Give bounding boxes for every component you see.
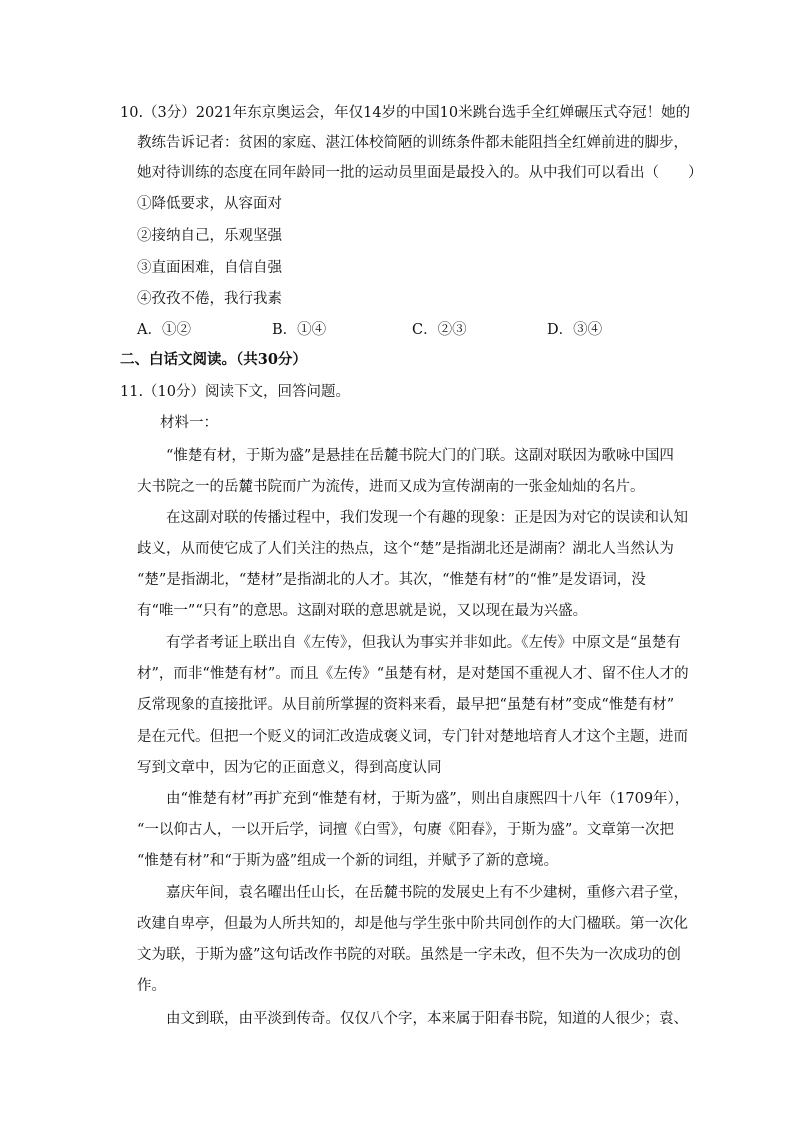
passage-line: 在这副对联的传播过程中，我们发现一个有趣的现象：正是因为对它的误读和认知 <box>166 510 688 526</box>
passage-line: 由“惟楚有材”再扩充到“惟楚有材，于斯为盛”，则出自康熙四十八年（1709年）， <box>166 791 690 807</box>
passage-line: “楚”是指湖北，“楚材”是指湖北的人才。其次，“惟楚有材”的“惟”是发语词，没 <box>137 572 646 588</box>
passage-line: 是在元代。但把一个贬义的词汇改造成褒义词，专门针对楚地培育人才这个主题，进而 <box>137 729 688 745</box>
passage-line: 反常现象的直接批评。从目前所掌握的资料来看，最早把“虽楚有材”变成“惟楚有材” <box>137 697 675 713</box>
q10-stem-line-2: 教练告诉记者：贫困的家庭、湛江体校简陋的训练条件都未能阻挡全红婵前进的脚步， <box>137 135 688 151</box>
passage-line: 大书院之一的岳麓书院而广为流传，进而又成为宣传湖南的一张金灿灿的名片。 <box>137 479 645 495</box>
q10-option-c: C．②③ <box>412 322 467 338</box>
passage-line: 有“唯一”“只有”的意思。这副对联的意思就是说，又以现在最为兴盛。 <box>137 603 588 619</box>
q11-stem: 11.（10分）阅读下文，回答问题。 <box>120 384 351 400</box>
q10-item-1: ①降低要求，从容面对 <box>137 196 282 212</box>
section-heading: 二、白话文阅读。（共30分） <box>120 351 307 368</box>
q10-item-4: ④孜孜不倦，我行我素 <box>137 291 282 307</box>
q10-option-b: B．①④ <box>272 322 327 338</box>
q10-item-2: ②接纳自己，乐观坚强 <box>137 228 282 244</box>
passage-line: 改建自卑亭，但最为人所共知的，却是他与学生张中阶共同创作的大门楹联。第一次化 <box>137 916 688 932</box>
passage-line: 由文到联，由平淡到传奇。仅仅八个字，本来属于阳春书院，知道的人很少；袁、 <box>166 1011 688 1027</box>
material-label: 材料一： <box>160 415 218 431</box>
q10-stem-line-3: 她对待训练的态度在同年龄同一批的运动员里面是最投入的。从中我们可以看出（ ） <box>137 165 703 181</box>
q10-item-3: ③直面困难，自信自强 <box>137 260 282 276</box>
passage-line: 有学者考证上联出自《左传》，但我认为事实并非如此。《左传》中原文是“虽楚有 <box>166 635 681 651</box>
q10-option-d: D．③④ <box>547 322 603 338</box>
passage-line: “惟楚有材，于斯为盛”是悬挂在岳麓书院大门的门联。这副对联因为歌咏中国四 <box>166 448 674 464</box>
passage-line: “惟楚有材”和“于斯为盛”组成一个新的词组，并赋予了新的意境。 <box>137 853 559 869</box>
passage-line: 作。 <box>137 978 166 994</box>
passage-line: 文为联，于斯为盛”这句话改作书院的对联。虽然是一字未改，但不失为一次成功的创 <box>137 947 681 963</box>
q10-option-a: A．①② <box>137 322 191 338</box>
passage-line: “一以仰古人，一以开后学，词擅《白雪》，句赓《阳春》，于斯为盛”。文章第一次把 <box>137 822 674 838</box>
passage-line: 嘉庆年间，袁名曜出任山长，在岳麓书院的发展史上有不少建树，重修六君子堂， <box>166 885 688 901</box>
passage-line: 写到文章中，因为它的正面意义，得到高度认同 <box>137 760 442 776</box>
passage-line: 歧义，从而使它成了人们关注的热点，这个“楚”是指湖北还是湖南？湖北人当然认为 <box>137 541 674 557</box>
q10-stem-line-1: 10.（3分）2021年东京奥运会，年仅14岁的中国10米跳台选手全红婵碾压式夺冠！她的 <box>120 105 691 121</box>
passage-line: 材”，而非“惟楚有材”。而且《左传》“虽楚有材，是对楚国不重视人才、留不住人才的 <box>137 666 689 682</box>
